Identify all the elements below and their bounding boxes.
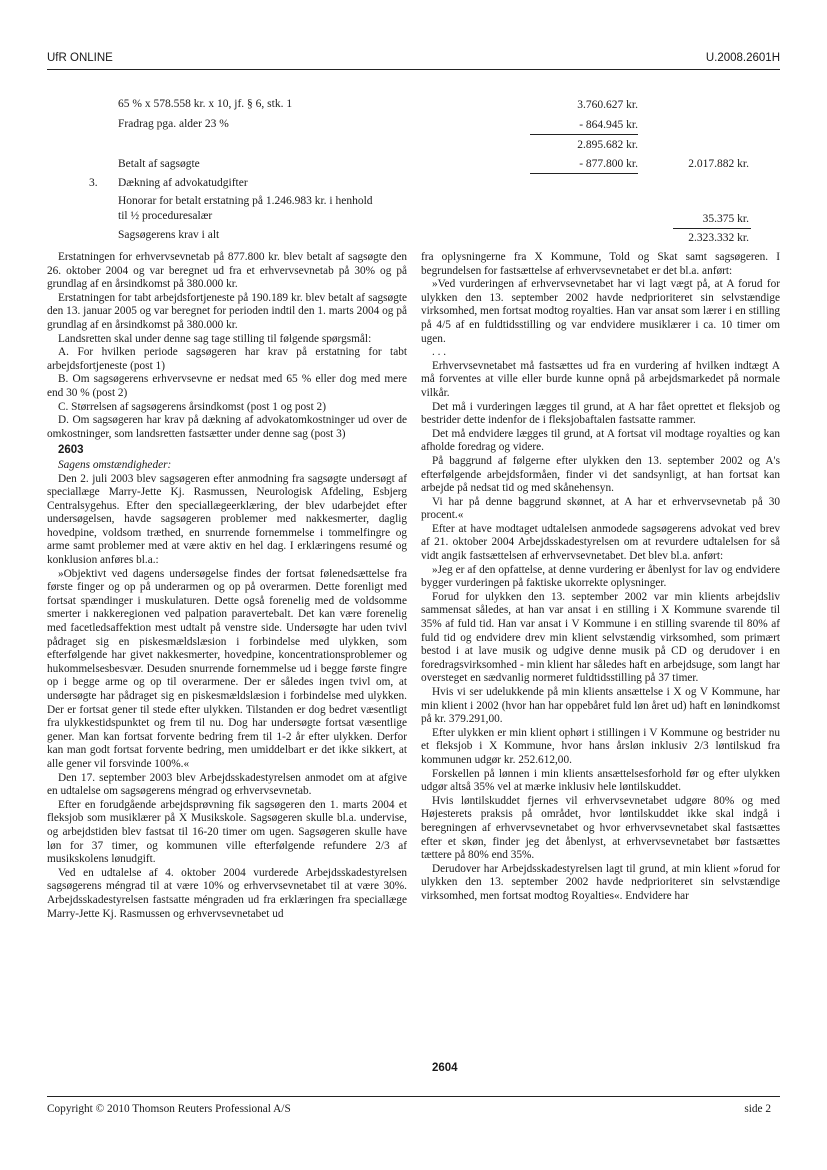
left-paragraph-1: Erstatningen for erhvervsevnetab på 877.800 kr. blev betalt af sagsøgte den 26. oktober 2004 og var beregnet ud fra et erhvervsevnetab på 30% og på grundlag af en årsindkomst på 380.000 kr. <box>47 251 407 291</box>
header-rule <box>47 69 780 70</box>
question-d: D. Om sagsøgeren har krav på dækning af advokatomkostninger ud over de omkostninger, som landsretten fastsætter under denne sag (post 3) <box>47 414 407 440</box>
left-paragraph-4: Den 2. juli 2003 blev sagsøgeren efter anmodning fra sagsøgte undersøgt af speciallæge Marry-Jette Kj. Rasmussen, Neurologisk Afdeling, Esbjerg Centralsygehus. Efter den speciallægeerklæring, der blev udarbejdet efter undersøgelsen, havde sagsøgeren problemer med nakkesmerter, daglig hovedpine, voldsom træthed, en snurrende fornemmelse i tommelfingre og arme samt problemer med at være aktiv en hel dag. I erklæringens resumé og konklusion anføres bl.a.: <box>47 472 407 567</box>
right-quote-5: På baggrund af følgerne efter ulykken den 13. september 2002 og A's efterfølgende arbejdsformåen, finder vi det sandsynligt, at han fortsat kan arbejde på nedsat tid og med skånehensyn. <box>421 454 780 495</box>
calc-line3-value: 2.895.682 kr. <box>577 139 638 151</box>
right-quote-4: Det må endvidere lægges til grund, at A fortsat vil modtage royalties og kan afholde foredrag og videre. <box>421 427 780 454</box>
calc-line4-value: - 877.800 kr. <box>579 158 638 170</box>
right-quote-11: Forskellen på lønnen i min klients ansættelsesforhold før og efter ulykken udgør altså 35% vel at mærke inklusiv hele løntilskuddet. <box>421 767 780 794</box>
calc-item3-line1: Honorar for betalt erstatning på 1.246.983 kr. i henhold <box>118 195 373 207</box>
page-marker-2604: 2604 <box>432 1062 458 1074</box>
right-quote-10: Efter ulykken er min klient ophørt i stillingen i V Kommune og bestrider nu et fleksjob i X Kommune, hvor hans årsløn inklusiv 2/3 løntilskud fra kommunen udgør kr. 252.612,00. <box>421 726 780 766</box>
right-paragraph-1: fra oplysningerne fra X Kommune, Told og Skat samt sagsøgeren. I begrundelsen for fastsættelse af erhvervsevnetabet er det bl.a. anført: <box>421 251 780 277</box>
calc-item3-line2: til ½ proceduresalær <box>118 210 213 222</box>
right-quote-6: Vi har på denne baggrund skønnet, at A har et erhvervsevnetab på 30 procent.« <box>421 495 780 522</box>
footer-copyright: Copyright © 2010 Thomson Reuters Professional A/S <box>47 1103 291 1115</box>
calc-item3-number: 3. <box>89 177 98 189</box>
right-column <box>421 251 780 904</box>
calc-item3-value: 35.375 kr. <box>702 213 749 225</box>
calc-claim-value: 2.323.332 kr. <box>688 232 749 244</box>
calc-line4-total: 2.017.882 kr. <box>688 158 749 170</box>
calc-line2-label: Fradrag pga. alder 23 % <box>118 118 229 130</box>
calc-claim-label: Sagsøgerens krav i alt <box>118 229 220 241</box>
right-quote-12: Hvis løntilskuddet fjernes vil erhvervsevnetabet udgøre 80% og med Højesterets praksis på området, hvor løntilskuddet ikke skal indgå i beregningen af erhvervsevnetabet og hvor erhvervsevnetabet skal fastsættes efter et skøn, finder jeg det åbenlyst, at erhvervsevnetabet bør fastsættes tættere på 80% end 35%. <box>421 794 780 862</box>
calc-line2-rule <box>530 134 638 135</box>
right-paragraph-2: Efter at have modtaget udtalelsen anmodede sagsøgerens advokat ved brev af 21. oktober 2004 Arbejdsskadestyrelsen om at revurdere udtalelsen for så vidt angik fastsættelsen af erhvervsevnetabet. Det blev bl.a. anført: <box>421 522 780 563</box>
question-b: B. Om sagsøgerens erhvervsevne er nedsat med 65 % eller dog med mere end 30 % (post 2) <box>47 373 407 399</box>
footer-rule <box>47 1096 780 1097</box>
right-quote-7: »Jeg er af den opfattelse, at denne vurdering er åbenlyst for lav og endvidere bygger vurderingen på faktiske ukorrekte oplysninger. <box>421 563 780 590</box>
left-paragraph-5: Den 17. september 2003 blev Arbejdsskadestyrelsen anmodet om at afgive en udtalelse om sagsøgerens méngrad og erhvervsevnetab. <box>47 771 407 798</box>
left-paragraph-7: Ved en udtalelse af 4. oktober 2004 vurderede Arbejdsskadestyrelsen sagsøgerens méngrad til at være 10% og erhvervsevnetabet til at være 30%. Arbejdsskadestyrelsen fastsatte méngraden ud fra erklæringen fra speciallæge Marry-Jette Kj. Rasmussen og erhvervsevnetabet ud <box>47 866 407 920</box>
question-a: A. For hvilken periode sagsøgeren har krav på erstatning for tabt arbejdsfortjeneste (post 1) <box>47 346 407 372</box>
footer-page-number: side 2 <box>744 1103 771 1115</box>
calc-line4-label: Betalt af sagsøgte <box>118 158 200 170</box>
ellipsis: . . . <box>432 346 447 359</box>
calc-item3-label: Dækning af advokatudgifter <box>118 177 248 189</box>
right-quote-8: Forud for ulykken den 13. september 2002 var min klients arbejdsliv sammensat således, at han var ansat i en stilling i X Kommune svarende til 35% af fuld tid. Han var ansat i V Kommune i en stilling svarende til 80% af fuld tid og endvidere drev min klient selvstændig virksomhed, som primært bestod i at lave musik og udgive denne musik på CD og derudover i en foredragsvirksomhed - min klient har således haft en arbejdsuge, som langt har oversteget en sædvanlig normeret fuldtidsstilling på 37 timer. <box>421 590 780 685</box>
medical-quote: »Objektivt ved dagens undersøgelse findes der fortsat følenedsættelse fra første finger og op på underarmen og op på overarmen. Dette forenligt med fortsat spændinger i muskulaturen. Dette også forenelig med de voldsomme smerter i nakkeregionen ved palpation paravertebalt. Det kan være forenelig med facetledsaffektion mest udtalt på venstre side. Undersøgte har uden tvivl pådraget sig en piskesmældslæsion i forbindelse med ulykken, som efterfølgende har givet nakkesmerter, hovedpine, koncentrationsproblemer og hukommelsesbesvær. Desuden snurrende fornemmelse ud i begge første fingre op i begge arme og op til overarmene. Der er således ingen tvivl om, at undersøgte har pådraget sig en piskesmældslæsion i forbindelse med ulykken. Der er fortsat gener til stede efter ulykken. Tilstanden er dog bedret væsentligt fra ulykkestidspunktet og frem til nu. Dog har undersøgte fortsat væsentlige gener. Man kan fortsat forvente bedring frem til 1-2 år efter ulykken. Derfor kan man godt fortsat forvente bedring, men umiddelbart er det ikke sikkert, at alle gener vil forsvinde 100%.« <box>47 567 407 770</box>
right-quote-1: »Ved vurderingen af erhvervsevnetabet har vi lagt vægt på, at A forud for ulykken den 13. september 2002 havde nedprioriteret sin selvstændige virksomhed, men fortsat modtog royalties. Han var ansat som lærer i en stilling på 4/5 af en fuldtidsstilling og var endvidere musiklærer i ca. 10 timer om ugen. <box>421 278 780 345</box>
right-quote-3: Det må i vurderingen lægges til grund, at A har fået oprettet et fleksjob og bestrider dette indenfor de i fleksjobaftalen fastsatte rammer. <box>421 400 780 427</box>
page-marker-2603: 2603 <box>58 444 84 457</box>
calc-line2-value: - 864.945 kr. <box>579 119 638 131</box>
header-source: UfR ONLINE <box>47 52 113 64</box>
right-quote-9: Hvis vi ser udelukkende på min klients ansættelse i X og V Kommune, har min klient i 2002 (hvor han har oppebåret fuld løn året ud) haft en lønindkomst på kr. 379.291,00. <box>421 686 780 726</box>
section-heading: Sagens omstændigheder: <box>58 458 172 471</box>
calc-item3-rule <box>673 228 751 229</box>
calc-line1-value: 3.760.627 kr. <box>577 99 638 111</box>
left-paragraph-3: Landsretten skal under denne sag tage stilling til følgende spørgsmål: <box>58 332 372 345</box>
left-paragraph-6: Efter en forudgående arbejdsprøvning fik sagsøgeren den 1. marts 2004 et fleksjob som musiklærer på X Musikskole. Sagsøgeren skulle bl.a. undervise, og arbejdstiden blev fastsat til 16-20 timer om ugen. Sagsøgeren skulle have løn for 37 timer, og kommunen ville efterfølgende refundere 2/3 af musikskolens lønudgift. <box>47 798 407 866</box>
header-reference: U.2008.2601H <box>705 52 780 64</box>
question-c: C. Størrelsen af sagsøgerens årsindkomst (post 1 og post 2) <box>58 400 326 413</box>
calc-line4-rule <box>530 173 638 174</box>
calc-line1-label: 65 % x 578.558 kr. x 10, jf. § 6, stk. 1 <box>118 98 293 110</box>
left-paragraph-2: Erstatningen for tabt arbejdsfortjeneste på 190.189 kr. blev betalt af sagsøgte den 13. januar 2005 og var beregnet for perioden indtil den 1. marts 2004 og på grundlag af en årsindkomst på 380.000 kr. <box>47 291 407 331</box>
right-quote-13: Derudover har Arbejdsskadestyrelsen lagt til grund, at min klient »forud for ulykken den 13. september 2002 havde nedprioriteret sin selvstændige virksomhed, men fortsat modtog Royalties«. Endvidere har <box>421 862 780 902</box>
left-column <box>47 251 407 921</box>
right-quote-2: Erhvervsevnetabet må fastsættes ud fra en vurdering af hvilken indtægt A må forventes at ville eller burde kunne opnå på arbejdsmarkedet på normale vilkår. <box>421 359 780 399</box>
